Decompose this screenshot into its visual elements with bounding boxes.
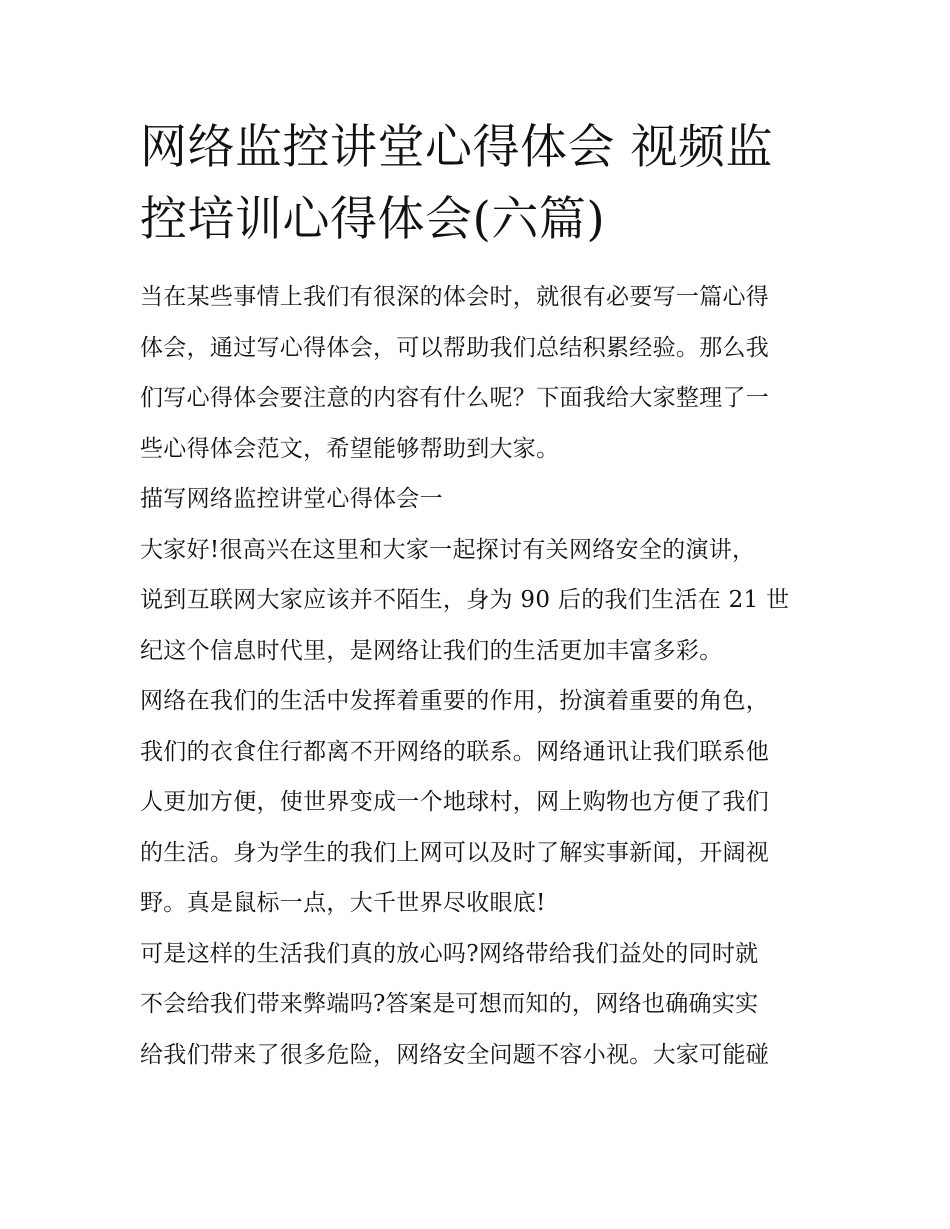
body-line: 给我们带来了很多危险，网络安全问题不容小视。大家可能碰 (140, 1041, 770, 1068)
title-line-1: 网络监控讲堂心得体会 视频监 (140, 120, 773, 175)
document-body (140, 272, 812, 1080)
body-line: 网络在我们的生活中发挥着重要的作用，扮演着重要的角色， (140, 688, 770, 714)
body-line: 可是这样的生活我们真的放心吗?网络带给我们益处的同时就 (140, 940, 759, 967)
body-line: 纪这个信息时代里，是网络让我们的生活更加丰富多彩。 (140, 637, 723, 664)
section-heading: 描写网络监控讲堂心得体会一 (140, 486, 443, 512)
document-page (140, 112, 812, 1080)
title-line-2: 控培训心得体会(六篇) (140, 192, 606, 247)
document-title (140, 112, 812, 256)
body-line: 人更加方便，使世界变成一个地球村，网上购物也方便了我们 (140, 789, 770, 815)
body-line: 我们的衣食住行都离不开网络的联系。网络通讯让我们联系他 (140, 738, 770, 765)
body-line: 说到互联网大家应该并不陌生，身为 90 后的我们生活在 21 世 (140, 587, 790, 613)
body-line: 体会，通过写心得体会，可以帮助我们总结积累经验。那么我 (140, 334, 770, 361)
body-line: 不会给我们带来弊端吗?答案是可想而知的，网络也确确实实 (140, 991, 759, 1017)
body-line: 的生活。身为学生的我们上网可以及时了解实事新闻，开阔视 (140, 839, 770, 866)
body-line: 野。真是鼠标一点，大千世界尽收眼底! (140, 890, 546, 916)
body-line: 大家好!很高兴在这里和大家一起探讨有关网络安全的演讲， (140, 536, 756, 563)
body-line: 们写心得体会要注意的内容有什么呢？下面我给大家整理了一 (140, 385, 770, 411)
body-line: 当在某些事情上我们有很深的体会时，就很有必要写一篇心得 (140, 284, 770, 310)
body-line: 些心得体会范文，希望能够帮助到大家。 (140, 435, 560, 462)
